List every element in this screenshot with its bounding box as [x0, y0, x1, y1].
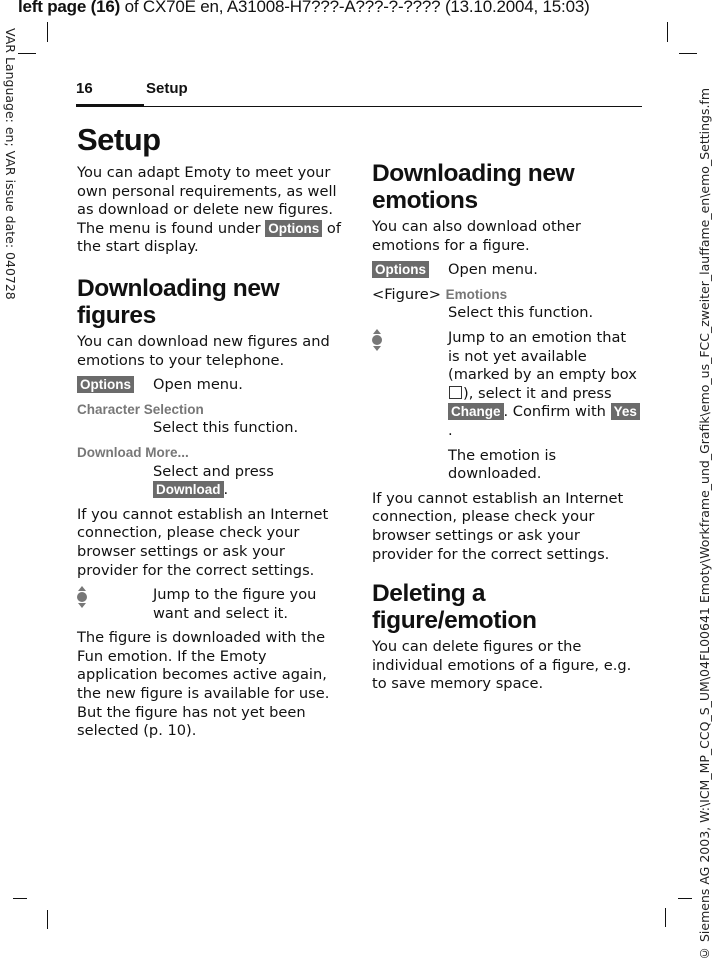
section-heading-download-emotions: Downloading new emotions	[372, 160, 575, 214]
connection-note: If you cannot establish an Internet connection, please check your browser settings or ask your provider for the correct settings.	[77, 505, 329, 579]
print-header	[18, 0, 590, 17]
step-desc: Open menu.	[153, 376, 243, 394]
menu-label: Character Selection	[77, 401, 204, 417]
side-text-left: VAR Language: en; VAR issue date: 040728	[3, 28, 18, 300]
figure-placeholder: <Figure>	[372, 285, 446, 303]
section2-intro: You can also download other emotions for a figure.	[372, 218, 581, 254]
intro-text: You can adapt Emoty to meet your own personal requirements, as well as download or delete new figures. The menu is found under	[77, 164, 337, 237]
crop-mark	[667, 22, 668, 42]
step-desc	[77, 463, 347, 500]
crop-mark	[679, 53, 697, 54]
crop-mark	[13, 898, 27, 899]
change-softkey: Change	[448, 403, 504, 420]
options-softkey: Options	[77, 376, 134, 393]
crop-mark	[47, 910, 48, 929]
navigation-key-icon	[372, 329, 382, 353]
step-download-more	[77, 444, 347, 500]
step-desc-text: . Confirm with	[503, 403, 611, 421]
page-number: 16	[76, 80, 93, 97]
step-desc: Select this function.	[153, 419, 299, 437]
section-heading-delete: Deleting a figure/emotion	[372, 580, 537, 635]
crop-mark	[665, 908, 666, 927]
crop-mark	[678, 898, 692, 899]
intro-text-end: of the start display.	[77, 219, 341, 256]
step-desc: Open menu.	[448, 261, 538, 279]
step-desc-text: ), select it and press	[463, 384, 612, 402]
step-options	[77, 376, 347, 395]
left-column	[77, 120, 347, 747]
options-softkey: Options	[372, 261, 429, 278]
intro-paragraph	[77, 164, 347, 257]
step-downloaded	[372, 447, 642, 484]
running-title: Setup	[146, 80, 188, 97]
header-rule	[76, 106, 642, 107]
side-text-right: © Siemens AG 2003, W:\ICM_MP_CCQ_S_UM\04FL00641 Emoty\Workframe_und_Grafik\emo_us_FCC_zweiter_lauffame_en\emo_Settings.fm	[697, 87, 712, 961]
step-desc-end: .	[448, 421, 453, 439]
step-jump-emotion	[372, 329, 642, 441]
menu-label: Download More...	[77, 444, 189, 460]
step-options	[372, 261, 642, 280]
step-desc: Jump to the figure you want and select it.	[153, 586, 317, 622]
step-desc: The emotion is downloaded.	[448, 446, 557, 483]
step-desc: Select this function.	[448, 304, 594, 322]
options-softkey: Options	[265, 220, 322, 237]
step-desc-text: Jump to an emotion that is not yet available (marked by an empty box	[448, 328, 637, 384]
section1-outro: The figure is downloaded with the Fun emotion. If the Emoty application becomes active again, the new figure is available for use. But the figure has not yet been selected (p. 10).	[77, 629, 330, 740]
download-softkey: Download	[153, 481, 224, 498]
navigation-key-icon	[77, 586, 87, 610]
step-desc-text: Select and press	[153, 462, 274, 480]
print-header-rest: of CX70E en, A31008-H7???-A???-?-???? (13.10.2004, 15:03)	[120, 0, 590, 16]
step-character-selection	[77, 401, 347, 438]
print-header-bold: left page (16)	[18, 0, 121, 16]
step-desc-end: .	[223, 481, 229, 499]
step-jump-figure	[77, 586, 347, 623]
right-column	[372, 160, 642, 700]
step-desc	[372, 329, 642, 441]
page-title: Setup	[77, 122, 161, 157]
connection-note: If you cannot establish an Internet connection, please check your browser settings or ask your provider for the correct settings.	[372, 489, 624, 563]
section3-intro: You can delete figures or the individual emotions of a figure, e.g. to save memory space.	[372, 638, 632, 693]
menu-label: Emotions	[445, 286, 508, 302]
section1-intro: You can download new figures and emotions to your telephone.	[77, 332, 330, 369]
section-heading-download-figures: Downloading new figures	[77, 274, 280, 329]
empty-box-icon	[449, 386, 462, 399]
crop-mark	[18, 53, 36, 54]
step-emotions	[372, 286, 642, 323]
yes-softkey: Yes	[611, 403, 640, 420]
crop-mark	[47, 22, 48, 42]
